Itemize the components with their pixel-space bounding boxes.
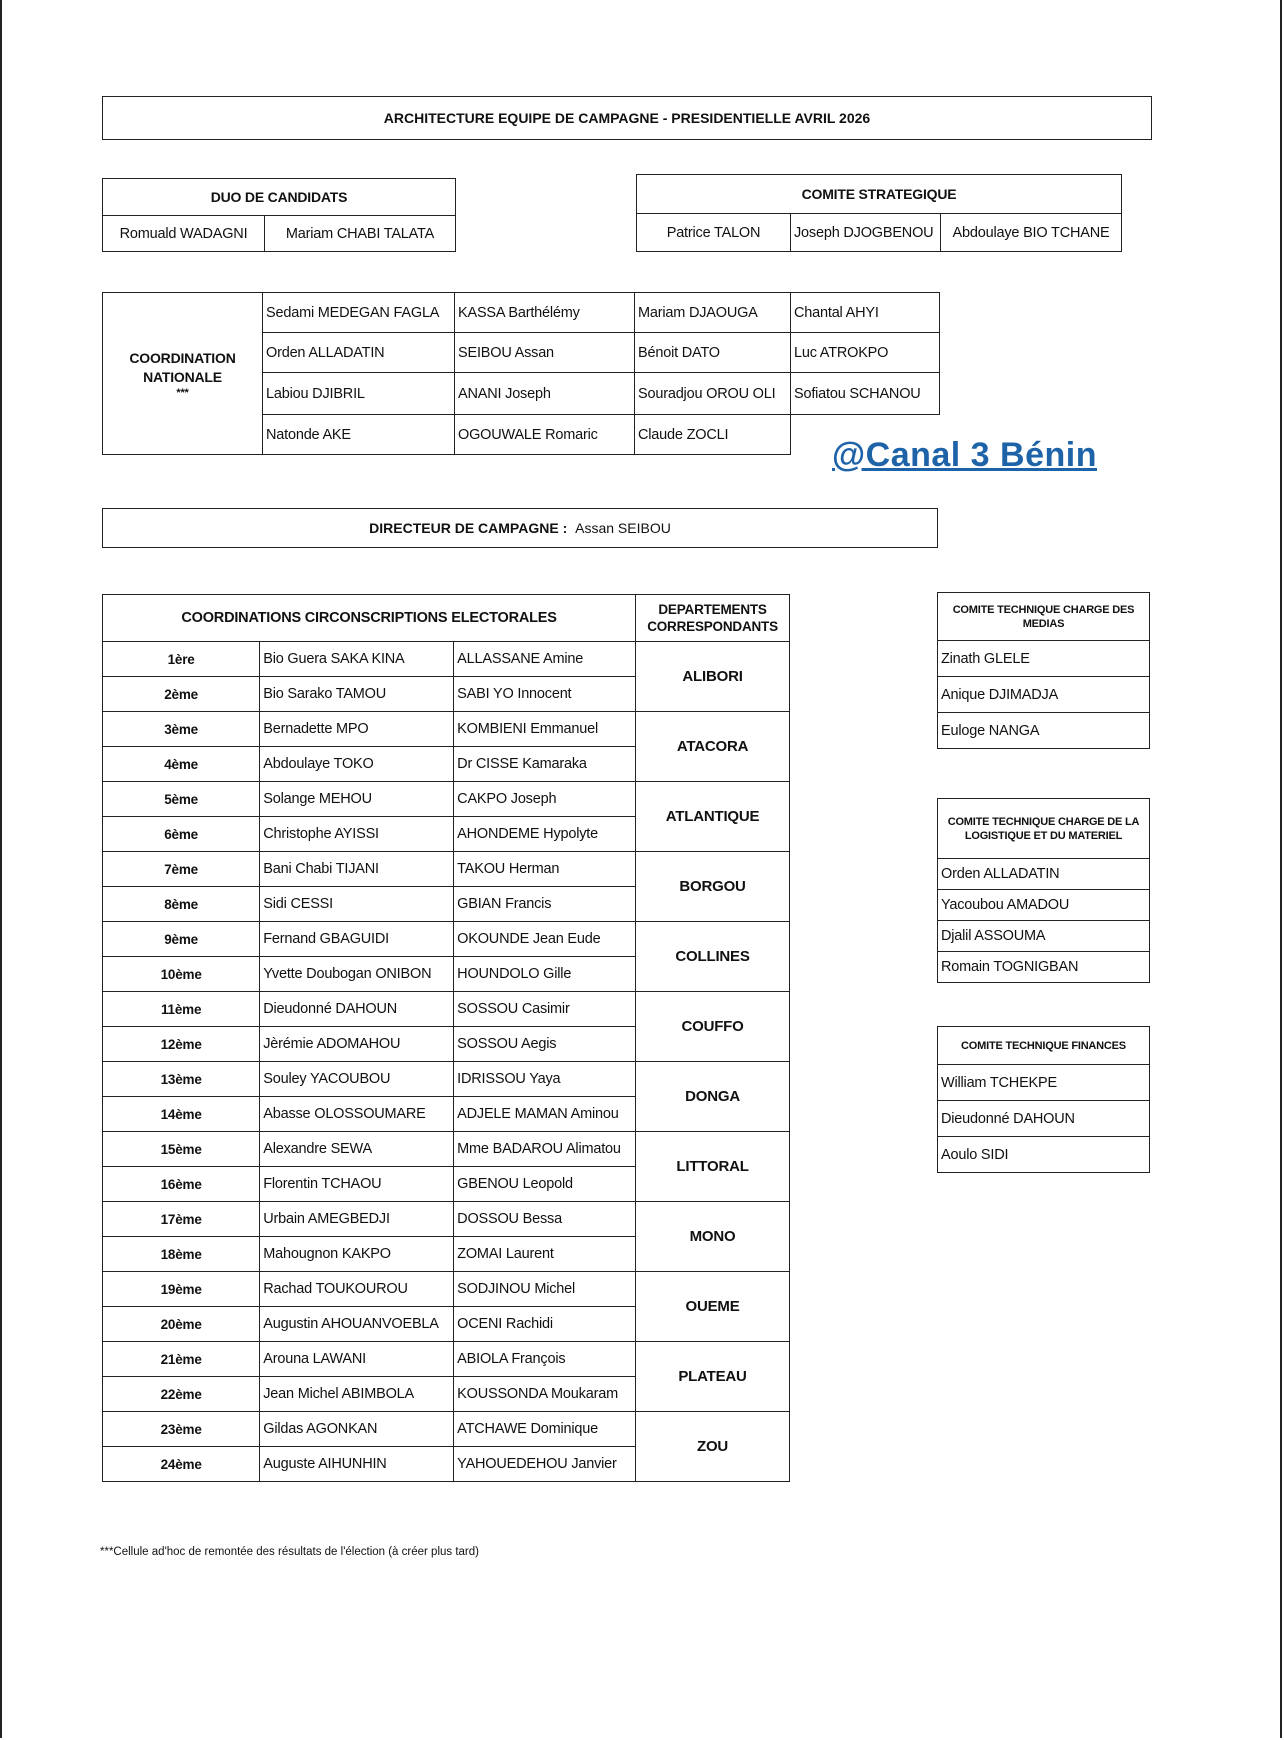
circonscription-rank: 17ème — [103, 1202, 260, 1237]
department-cell: COUFFO — [636, 992, 790, 1062]
coordinator-name: Alexandre SEWA — [260, 1132, 454, 1167]
coordinator-name: DOSSOU Bessa — [454, 1202, 636, 1237]
coordinator-name: OCENI Rachidi — [454, 1307, 636, 1342]
circonscription-rank: 5ème — [103, 782, 260, 817]
circonscription-rank: 15ème — [103, 1132, 260, 1167]
coordinator-name: YAHOUEDEHOU Janvier — [454, 1447, 636, 1482]
coordinator-name: Mahougnon KAKPO — [260, 1237, 454, 1272]
coordinator-name: Jean Michel ABIMBOLA — [260, 1377, 454, 1412]
coordinator-name: GBIAN Francis — [454, 887, 636, 922]
coordinator-name: Bio Guera SAKA KINA — [260, 642, 454, 677]
coordination-cell: OGOUWALE Romaric — [455, 415, 635, 455]
page-title — [102, 96, 1152, 140]
logistique-header: COMITE TECHNIQUE CHARGE DE LA LOGISTIQUE ET DU MATERIEL — [938, 799, 1150, 859]
coordinator-name: SOSSOU Casimir — [454, 992, 636, 1027]
logistique-member: Djalil ASSOUMA — [938, 921, 1150, 952]
coordination-cell: Natonde AKE — [263, 415, 455, 455]
circonscriptions-table — [102, 594, 790, 1482]
coordination-cell: Chantal AHYI — [791, 293, 940, 333]
department-cell: LITTORAL — [636, 1132, 790, 1202]
coordinator-name: Urbain AMEGBEDJI — [260, 1202, 454, 1237]
coordinator-name: Abdoulaye TOKO — [260, 747, 454, 782]
coordination-cell: Orden ALLADATIN — [263, 333, 455, 373]
coordinator-name: ZOMAI Laurent — [454, 1237, 636, 1272]
circonscription-row — [103, 1062, 790, 1097]
circonscription-rank: 22ème — [103, 1377, 260, 1412]
circonscriptions-header: COORDINATIONS CIRCONSCRIPTIONS ELECTORALES — [103, 595, 636, 642]
coordination-cell: Mariam DJAOUGA — [635, 293, 791, 333]
coordination-label — [103, 293, 263, 455]
circonscription-rank: 7ème — [103, 852, 260, 887]
circonscription-rank: 9ème — [103, 922, 260, 957]
coordination-cell: Sofiatou SCHANOU — [791, 373, 940, 415]
coordinator-name: Souley YACOUBOU — [260, 1062, 454, 1097]
logistique-table — [937, 798, 1150, 983]
coordination-cell: Luc ATROKPO — [791, 333, 940, 373]
coordination-label-mark: *** — [176, 386, 189, 399]
department-cell: ALIBORI — [636, 642, 790, 712]
coordination-cell: KASSA Barthélémy — [455, 293, 635, 333]
circonscription-rank: 1ère — [103, 642, 260, 677]
circonscription-rank: 19ème — [103, 1272, 260, 1307]
circonscription-rank: 12ème — [103, 1027, 260, 1062]
circonscription-rank: 13ème — [103, 1062, 260, 1097]
circonscription-rank: 10ème — [103, 957, 260, 992]
coordinator-name: Augustin AHOUANVOEBLA — [260, 1307, 454, 1342]
coordination-cell: Bénoit DATO — [635, 333, 791, 373]
coordinator-name: SOSSOU Aegis — [454, 1027, 636, 1062]
department-cell: MONO — [636, 1202, 790, 1272]
finances-member: Aoulo SIDI — [938, 1137, 1150, 1173]
circonscription-rank: 2ème — [103, 677, 260, 712]
footnote: ***Cellule ad'hoc de remontée des résultats de l'élection (à créer plus tard) — [100, 1546, 479, 1558]
coordinator-name: Abasse OLOSSOUMARE — [260, 1097, 454, 1132]
department-cell: ATLANTIQUE — [636, 782, 790, 852]
circonscription-row — [103, 642, 790, 677]
finances-member: Dieudonné DAHOUN — [938, 1101, 1150, 1137]
medias-member: Euloge NANGA — [938, 713, 1150, 749]
circonscription-row — [103, 1202, 790, 1237]
coordinator-name: Fernand GBAGUIDI — [260, 922, 454, 957]
page-title-text: ARCHITECTURE EQUIPE DE CAMPAGNE - PRESIDENTIELLE AVRIL 2026 — [383, 110, 871, 126]
circonscription-rank: 20ème — [103, 1307, 260, 1342]
circonscription-row — [103, 782, 790, 817]
finances-table — [937, 1026, 1150, 1173]
logistique-member: Romain TOGNIGBAN — [938, 952, 1150, 983]
coordinator-name: SODJINOU Michel — [454, 1272, 636, 1307]
circonscription-row — [103, 922, 790, 957]
coordinator-name: Yvette Doubogan ONIBON — [260, 957, 454, 992]
departements-header — [636, 595, 790, 642]
strategique-member: Patrice TALON — [637, 214, 791, 252]
coordination-cell: SEIBOU Assan — [455, 333, 635, 373]
department-cell: ZOU — [636, 1412, 790, 1482]
department-cell: DONGA — [636, 1062, 790, 1132]
finances-header: COMITE TECHNIQUE FINANCES — [938, 1027, 1150, 1065]
coordination-cell: Souradjou OROU OLI — [635, 373, 791, 415]
coordination-cell: Claude ZOCLI — [635, 415, 791, 455]
coordinator-name: Bani Chabi TIJANI — [260, 852, 454, 887]
coordinator-name: Bernadette MPO — [260, 712, 454, 747]
circonscription-rank: 11ème — [103, 992, 260, 1027]
coordinator-name: IDRISSOU Yaya — [454, 1062, 636, 1097]
duo-member: Romuald WADAGNI — [103, 216, 265, 252]
circonscription-row — [103, 1272, 790, 1307]
departements-header-line2: CORRESPONDANTS — [647, 619, 778, 634]
coordination-cell: Labiou DJIBRIL — [263, 373, 455, 415]
coordinator-name: KOMBIENI Emmanuel — [454, 712, 636, 747]
directeur-label: DIRECTEUR DE CAMPAGNE : — [369, 520, 572, 536]
logistique-member: Orden ALLADATIN — [938, 859, 1150, 890]
coordinator-name: Sidi CESSI — [260, 887, 454, 922]
coordination-cell: Sedami MEDEGAN FAGLA — [263, 293, 455, 333]
circonscription-rank: 23ème — [103, 1412, 260, 1447]
strategique-table — [636, 174, 1122, 252]
coordinator-name: ALLASSANE Amine — [454, 642, 636, 677]
duo-table — [102, 178, 456, 252]
finances-member: William TCHEKPE — [938, 1065, 1150, 1101]
department-cell: OUEME — [636, 1272, 790, 1342]
circonscription-rank: 16ème — [103, 1167, 260, 1202]
coordinator-name: Christophe AYISSI — [260, 817, 454, 852]
coordinator-name: ADJELE MAMAN Aminou — [454, 1097, 636, 1132]
coordination-table — [102, 292, 940, 455]
medias-member: Anique DJIMADJA — [938, 677, 1150, 713]
watermark-link[interactable]: @Canal 3 Bénin — [832, 436, 1097, 474]
coordinator-name: OKOUNDE Jean Eude — [454, 922, 636, 957]
logistique-member: Yacoubou AMADOU — [938, 890, 1150, 921]
coordination-cell: ANANI Joseph — [455, 373, 635, 415]
coordinator-name: Dr CISSE Kamaraka — [454, 747, 636, 782]
coordinator-name: AHONDEME Hypolyte — [454, 817, 636, 852]
coordinator-name: HOUNDOLO Gille — [454, 957, 636, 992]
coordinator-name: TAKOU Herman — [454, 852, 636, 887]
circonscription-row — [103, 992, 790, 1027]
coordinator-name: Florentin TCHAOU — [260, 1167, 454, 1202]
coordinator-name: ATCHAWE Dominique — [454, 1412, 636, 1447]
medias-header: COMITE TECHNIQUE CHARGE DES MEDIAS — [938, 593, 1150, 641]
departements-header-line1: DEPARTEMENTS — [658, 602, 767, 617]
circonscription-rank: 24ème — [103, 1447, 260, 1482]
circonscription-rank: 6ème — [103, 817, 260, 852]
circonscription-row — [103, 852, 790, 887]
strategique-member: Joseph DJOGBENOU — [791, 214, 941, 252]
circonscription-rank: 21ème — [103, 1342, 260, 1377]
circonscription-row — [103, 1412, 790, 1447]
circonscription-rank: 8ème — [103, 887, 260, 922]
circonscription-row — [103, 1342, 790, 1377]
coordinator-name: Gildas AGONKAN — [260, 1412, 454, 1447]
coordinator-name: Mme BADAROU Alimatou — [454, 1132, 636, 1167]
coordinator-name: CAKPO Joseph — [454, 782, 636, 817]
directeur-name: Assan SEIBOU — [575, 520, 671, 536]
circonscription-row — [103, 712, 790, 747]
circonscription-rank: 4ème — [103, 747, 260, 782]
circonscription-row — [103, 1132, 790, 1167]
strategique-header: COMITE STRATEGIQUE — [637, 175, 1122, 214]
duo-member: Mariam CHABI TALATA — [265, 216, 456, 252]
directeur-box — [102, 508, 938, 548]
department-cell: PLATEAU — [636, 1342, 790, 1412]
coordinator-name: Auguste AIHUNHIN — [260, 1447, 454, 1482]
coordinator-name: GBENOU Leopold — [454, 1167, 636, 1202]
strategique-member: Abdoulaye BIO TCHANE — [941, 214, 1122, 252]
coordination-label-line1: COORDINATION — [129, 349, 236, 366]
coordinator-name: Dieudonné DAHOUN — [260, 992, 454, 1027]
duo-header: DUO DE CANDIDATS — [103, 179, 456, 216]
coordinator-name: Jèrémie ADOMAHOU — [260, 1027, 454, 1062]
department-cell: BORGOU — [636, 852, 790, 922]
coordination-label-line2: NATIONALE — [143, 368, 222, 385]
coordinator-name: KOUSSONDA Moukaram — [454, 1377, 636, 1412]
coordinator-name: Arouna LAWANI — [260, 1342, 454, 1377]
coordinator-name: Bio Sarako TAMOU — [260, 677, 454, 712]
medias-member: Zinath GLELE — [938, 641, 1150, 677]
department-cell: ATACORA — [636, 712, 790, 782]
coordinator-name: ABIOLA François — [454, 1342, 636, 1377]
coordinator-name: Solange MEHOU — [260, 782, 454, 817]
circonscription-rank: 14ème — [103, 1097, 260, 1132]
coordinator-name: SABI YO Innocent — [454, 677, 636, 712]
medias-table — [937, 592, 1150, 749]
department-cell: COLLINES — [636, 922, 790, 992]
circonscription-rank: 18ème — [103, 1237, 260, 1272]
coordinator-name: Rachad TOUKOUROU — [260, 1272, 454, 1307]
circonscription-rank: 3ème — [103, 712, 260, 747]
